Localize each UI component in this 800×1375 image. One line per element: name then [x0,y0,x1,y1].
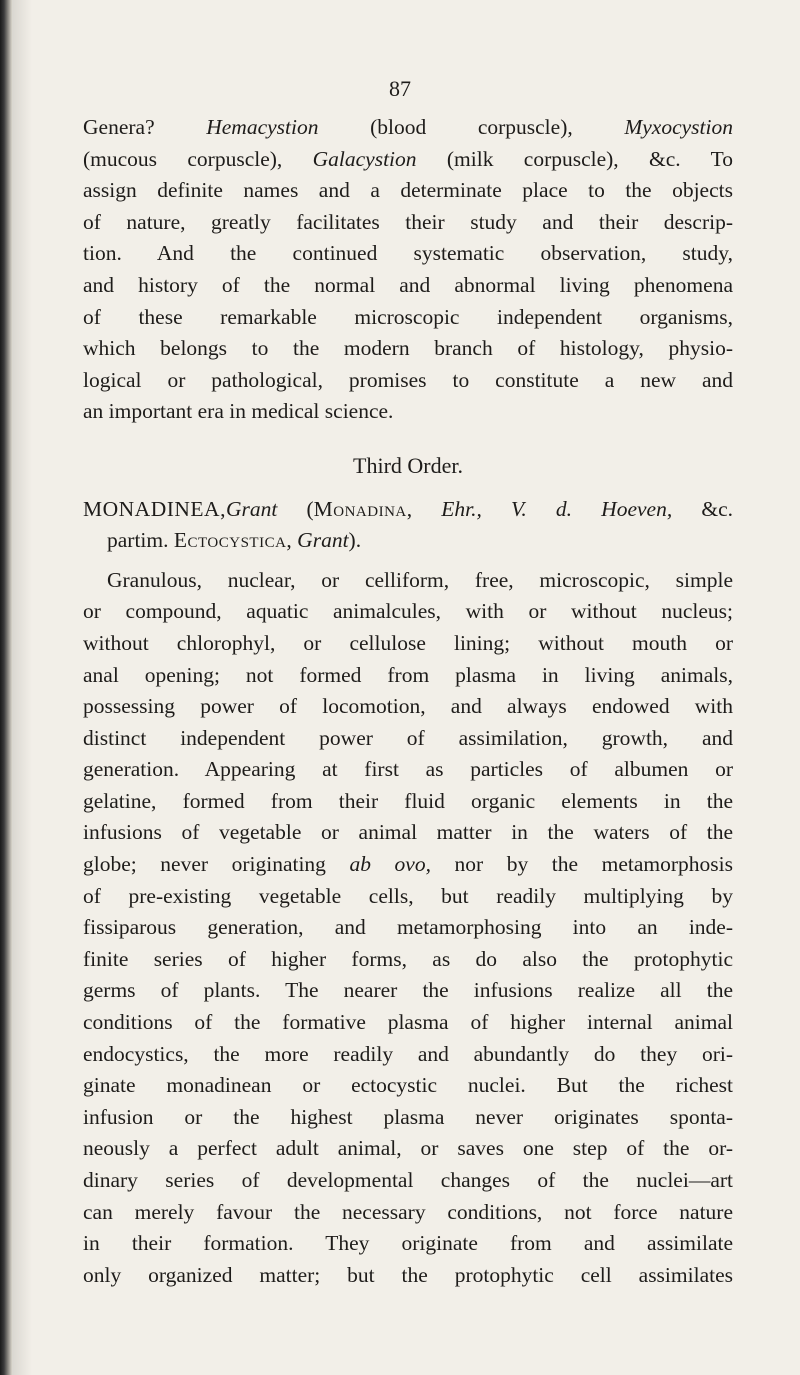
text-line [83,112,733,144]
text-line: finite series of higher forms, as do also the protophytic [83,946,733,971]
paragraph-genera [83,112,733,428]
synonym-ectocystica: Ectocystica [173,528,287,553]
text-line: of pre-existing vegetable cells, but readily multiplying by [83,883,733,908]
text-line: assign definite names and a determinate place to the objects [83,178,733,203]
text-line: can merely favour the necessary conditions, not force nature [83,1199,733,1224]
classification-entry [83,494,733,557]
text-line: dinary series of developmental changes of the nuclei—art [83,1168,733,1192]
text-run: ( [277,496,314,521]
text-line: only organized matter; but the protophytic cell assimilates [83,1262,733,1287]
synonym-monadina: Monadina [313,496,407,521]
page-number: 87 [389,76,411,101]
text-line: infusions of vegetable or animal matter in the waters of the [83,820,733,845]
gutter-shadow [12,0,32,1375]
text-line: infusion or the highest plasma never originates sponta- [83,1104,733,1129]
taxon-author: Grant [225,496,278,521]
text-line: anal opening; not formed from plasma in living animals, [83,662,733,687]
text-line [83,494,733,526]
genus-galacystion: Galacystion [312,146,417,171]
text-line: an important era in medical science. [83,399,394,424]
text-run: &c. [672,496,733,521]
genus-myxocystion: Myxocystion [624,115,733,139]
text-run: (blood corpuscle), [318,115,625,139]
section-heading: Third Order. [353,452,463,478]
book-spine-edge [0,0,12,1375]
page-body [83,112,733,1291]
text-run: ). [348,528,362,553]
text-line: ginate monadinean or ectocystic nuclei. But the richest [83,1073,733,1098]
text-line: logical or pathological, promises to constitute a new and [83,367,733,392]
text-line [83,525,733,557]
text-run: partim. [107,528,174,553]
text-line: and history of the normal and abnormal living phenomena [83,272,733,297]
synonym-authors: Ehr., V. d. Hoeven, [441,496,673,521]
text-line: of these remarkable microscopic independent organisms, [83,304,733,329]
spacer [83,557,733,565]
text-run: Genera? [83,115,207,139]
text-line: distinct independent power of assimilation, growth, and [83,725,733,750]
paragraph-description [83,565,733,1292]
text-line: of nature, greatly facilitates their study and their descrip- [83,209,733,234]
text-line: possessing power of locomotion, and always endowed with [83,694,733,719]
text-line: endocystics, the more readily and abundantly do they ori- [83,1041,733,1066]
text-run: globe; never originating [83,852,350,877]
text-line: generation. Appearing at first as particles of albumen or [83,757,733,782]
text-line [83,849,733,881]
text-line: tion. And the continued systematic observation, study, [83,241,733,266]
text-line: germs of plants. The nearer the infusions realize all the [83,978,733,1003]
latin-phrase: ab ovo, [349,852,431,877]
text-run: nor by the metamorphosis [430,852,733,877]
text-line: fissiparous generation, and metamorphosing into an inde- [83,915,733,940]
text-run: , [286,528,298,553]
synonym-author: Grant [297,528,349,553]
genus-hemacystion: Hemacystion [206,115,319,139]
text-line: conditions of the formative plasma of higher internal animal [83,1010,733,1035]
text-run: (mucous corpuscle), [83,146,313,171]
text-line: without chlorophyl, or cellulose lining; without mouth or [83,630,733,655]
text-line [83,144,733,176]
text-line: in their formation. They originate from and assimilate [83,1231,733,1256]
text-line: which belongs to the modern branch of histology, physio- [83,336,733,361]
taxon-name: MONADINEA, [83,496,226,521]
text-line: neously a perfect adult animal, or saves one step of the or- [83,1136,733,1161]
text-line: Granulous, nuclear, or celliform, free, microscopic, simple [107,567,733,592]
text-line: gelatine, formed from their fluid organic elements in the [83,788,733,813]
text-line: or compound, aquatic animalcules, with or without nucleus; [83,599,733,624]
text-run: (milk corpuscle), &c. To [416,146,733,171]
text-run: , [406,496,442,521]
